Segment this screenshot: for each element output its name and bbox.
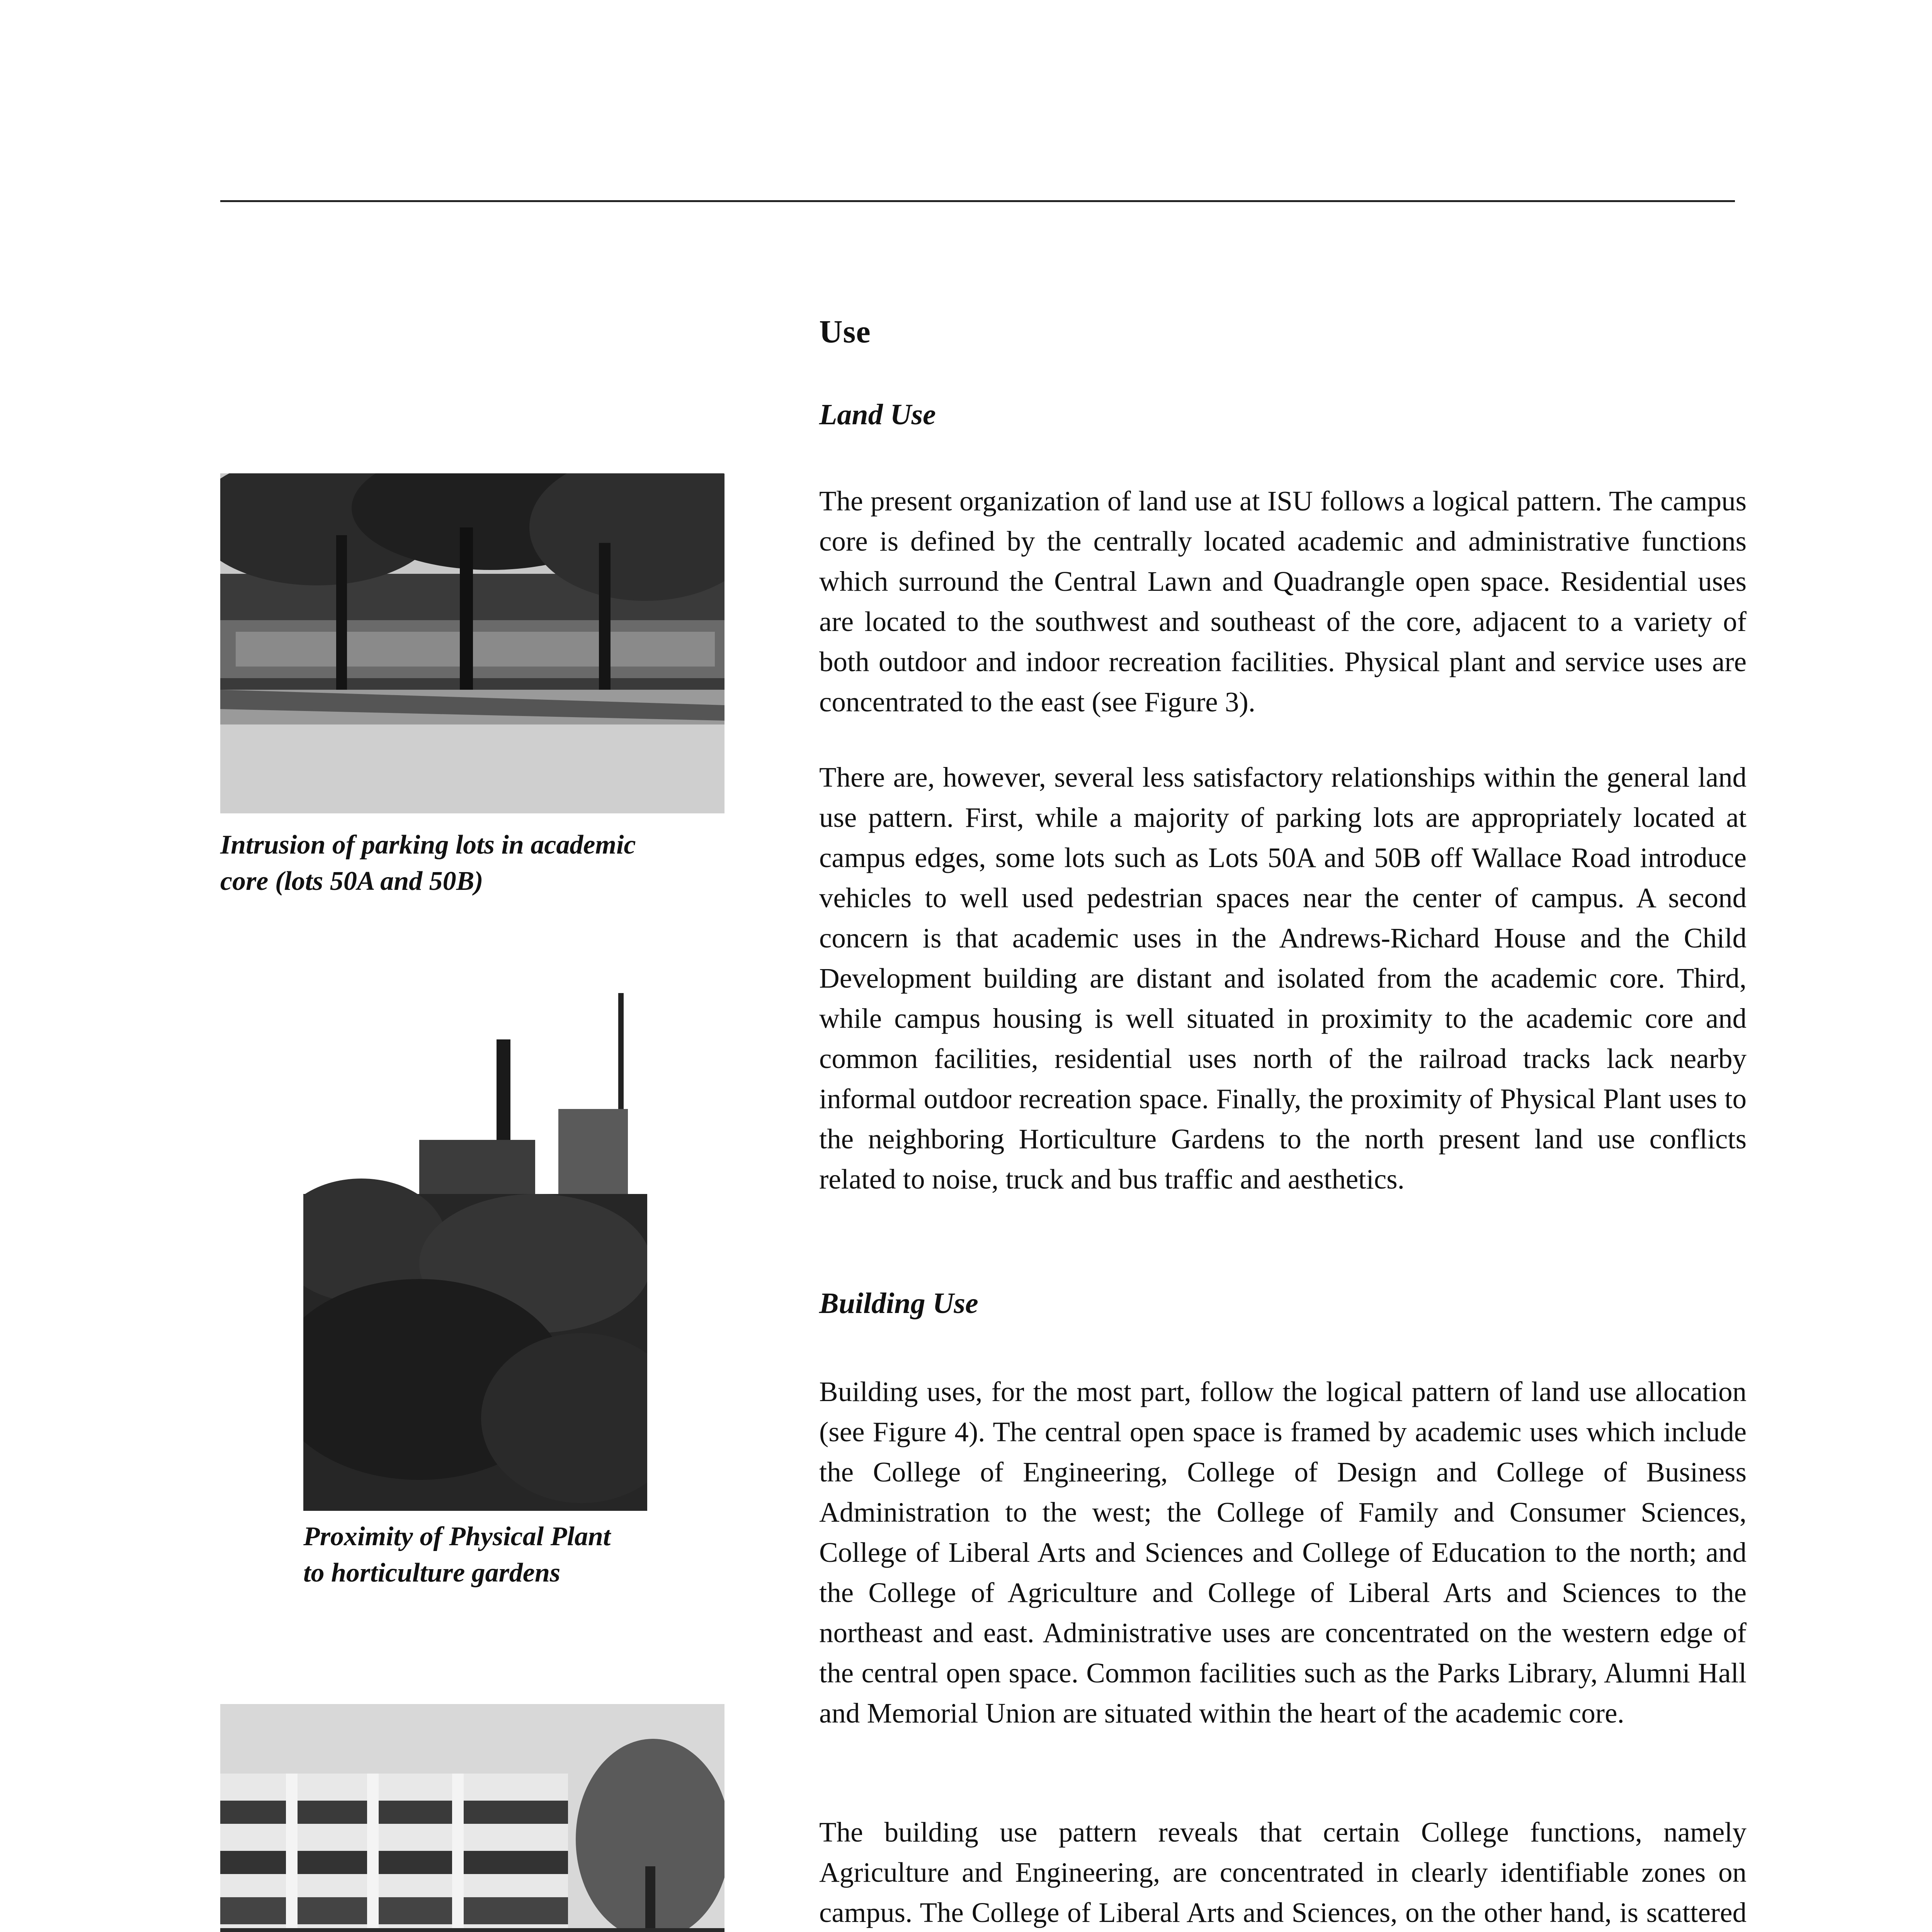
building-use-paragraph-1: Building uses, for the most part, follow the logical pattern of land use allocation (see Figure 4). The central open space is framed by academic uses which include the College of Engineering, College of Design and College of Business Administration to the west; the College of Family and Consumer Sciences, College of Liberal Arts and Sciences and College of Education to the north; and the College of Agriculture and College of Liberal Arts and Sciences to the northeast and east. Administrative uses are concentrated on the western edge of the central open space. Common facilities such as the Parks Library, Alumni Hall and Memorial Union are situated within the heart of the academic core. [819, 1376, 1747, 1729]
parking-lot-photo [220, 473, 724, 813]
physical-plant-photo [303, 993, 647, 1511]
land-use-paragraph-1: The present organization of land use at ISU follows a logical pattern. The campus core is defined by the centrally located academic and administrative functions which surround the Central Lawn and Quadrangle open space. Residential uses are located to the southwest and southeast of the core, adjacent to a variety of both outdoor and indoor recreation facilities. Physical plant and service uses are concentrated to the east (see Figure 3). [819, 485, 1747, 718]
building-use-heading: Building Use [819, 1287, 978, 1320]
building-use-paragraph-2: The building use pattern reveals that certain College functions, namely Agriculture and Engineering, are concentrated in clearly identifiable zones on campus. The College of Liberal Arts and Sciences, on the other hand, is scattered [819, 1816, 1747, 1928]
land-use-heading: Land Use [819, 398, 936, 431]
physical-plant-caption-line1: Proximity of Physical Plant [303, 1522, 611, 1551]
land-use-paragraph-2: There are, however, several less satisfactory relationships within the general land use pattern. First, while a majority of parking lots are appropriately located at campus edges, some lots such as Lots 50A and 50B off Wallace Road introduce vehicles to well used pedestrian spaces near the center of campus. A second concern is that academic uses in the Andrews-Richard House and the Child Development building are distant and isolated from the academic core. Third, while campus housing is well situated in proximity to the academic core and common facilities, residential uses north of the railroad tracks lack nearby informal outdoor recreation space. Finally, the proximity of Physical Plant uses to the neighboring Horticulture Gardens to the north present land use conflicts related to noise, truck and bus traffic and aesthetics. [819, 762, 1747, 1195]
header-rule [220, 200, 1735, 202]
parking-lot-caption-line1: Intrusion of parking lots in academic [220, 830, 636, 860]
parks-library-photo [220, 1704, 724, 1932]
physical-plant-caption [303, 1519, 611, 1591]
section-title: Use [819, 314, 871, 350]
physical-plant-caption-line2: to horticulture gardens [303, 1558, 561, 1588]
parking-lot-caption-line2: core (lots 50A and 50B) [220, 866, 483, 896]
parking-lot-caption [220, 827, 636, 900]
